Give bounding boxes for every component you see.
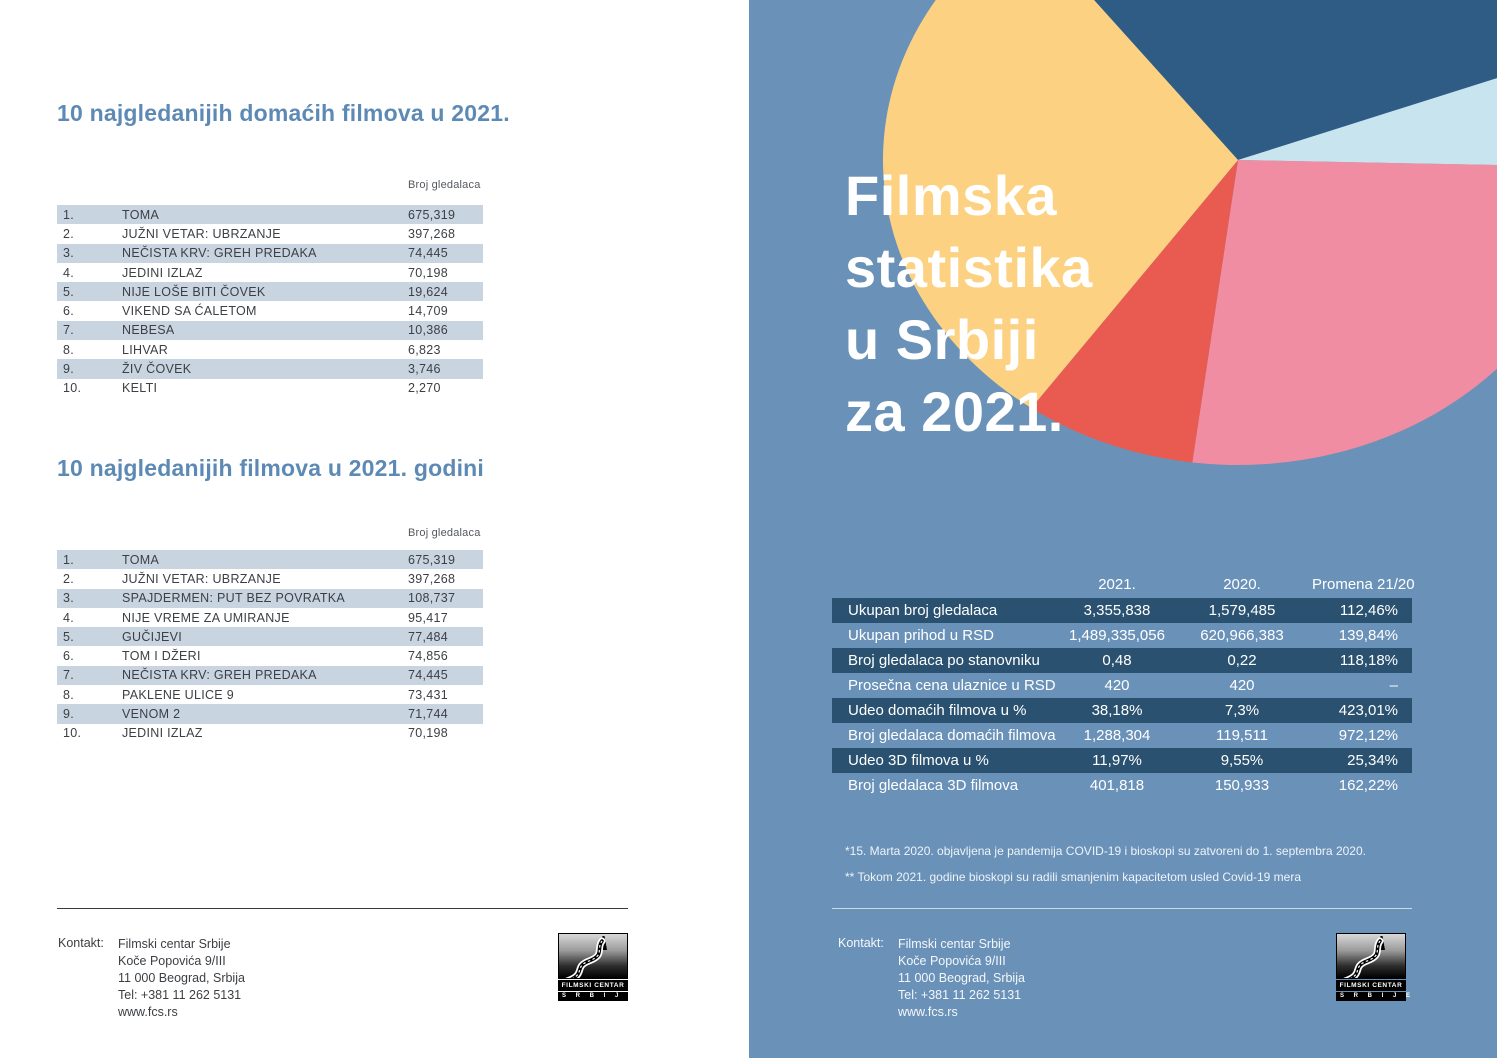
film-title-cell: VENOM 2	[122, 707, 181, 722]
film-reel-road-icon	[1336, 933, 1406, 979]
rank-cell: 10.	[63, 726, 82, 741]
viewers-cell: 19,624	[408, 284, 449, 299]
film-title-cell: NIJE VREME ZA UMIRANJE	[122, 610, 290, 625]
rank-cell: 3.	[63, 591, 75, 606]
film-row	[57, 321, 483, 340]
stats-row	[832, 773, 1412, 798]
stat-label-cell: Udeo domaćih filmova u %	[848, 702, 1027, 719]
film-title-cell: TOMA	[122, 207, 160, 222]
change-cell: 162,22%	[1338, 777, 1398, 794]
top10-domestic-films-table	[57, 205, 483, 398]
change-cell: 139,84%	[1338, 627, 1398, 644]
rank-cell: 9.	[63, 362, 75, 377]
value-2021-cell: 420	[1104, 677, 1130, 694]
cover-title	[845, 160, 1093, 448]
viewers-cell: 95,417	[408, 610, 449, 625]
rank-cell: 8.	[63, 687, 75, 702]
film-row	[57, 666, 483, 685]
viewers-column-header-1: Broj gledalaca	[408, 179, 481, 191]
film-title-cell: JUŽNI VETAR: UBRZANJE	[122, 571, 281, 586]
film-row	[57, 608, 483, 627]
fcs-logo-text-line2: S R B I J E	[1336, 992, 1406, 1001]
contact-address-right	[898, 936, 1025, 1021]
film-title-cell: NIJE LOŠE BITI ČOVEK	[122, 284, 266, 299]
film-title-cell: NEČISTA KRV: GREH PREDAKA	[122, 668, 317, 683]
viewers-cell: 73,431	[408, 687, 449, 702]
film-title-cell: VIKEND SA ĆALETOM	[122, 304, 257, 319]
viewers-cell: 397,268	[408, 226, 456, 241]
change-cell: 972,12%	[1338, 727, 1398, 744]
value-2021-cell: 3,355,838	[1083, 602, 1151, 619]
stats-row	[832, 698, 1412, 723]
cover-title-line: za 2021.	[845, 380, 1064, 443]
fcs-logo-text-line2: S R B I J E	[558, 992, 628, 1001]
stat-label-cell: Broj gledalaca domaćih filmova	[848, 727, 1056, 744]
cover-title-line: statistika	[845, 236, 1093, 299]
section1-title: 10 najgledanijih domaćih filmova u 2021.	[57, 100, 510, 126]
film-row	[57, 589, 483, 608]
viewers-cell: 675,319	[408, 552, 456, 567]
film-title-cell: TOM I DŽERI	[122, 649, 201, 664]
rank-cell: 5.	[63, 629, 75, 644]
stat-label-cell: Prosečna cena ulaznice u RSD	[848, 677, 1056, 694]
viewers-cell: 74,856	[408, 649, 449, 664]
viewers-cell: 70,198	[408, 265, 449, 280]
film-title-cell: PAKLENE ULICE 9	[122, 687, 234, 702]
rank-cell: 7.	[63, 323, 75, 338]
film-title-cell: TOMA	[122, 552, 160, 567]
change-cell: –	[1389, 677, 1398, 694]
film-title-cell: SPAJDERMEN: PUT BEZ POVRATKA	[122, 591, 346, 606]
top10-all-films-table	[57, 550, 483, 743]
film-row	[57, 224, 483, 243]
value-2021-cell: 1,489,335,056	[1069, 627, 1165, 644]
value-2020-cell: 620,966,383	[1200, 627, 1284, 644]
viewers-cell: 14,709	[408, 304, 449, 319]
rank-cell: 9.	[63, 707, 75, 722]
rank-cell: 4.	[63, 610, 75, 625]
rank-cell: 10.	[63, 381, 82, 396]
stat-label-cell: Ukupan prihod u RSD	[848, 627, 994, 644]
value-2021-cell: 38,18%	[1091, 702, 1143, 719]
column-header-change: Promena 21/20	[1312, 575, 1415, 593]
stats-row	[832, 673, 1412, 698]
viewers-cell: 108,737	[408, 591, 456, 606]
film-row	[57, 550, 483, 569]
column-header-2020: 2020.	[1223, 575, 1261, 593]
fcs-logo-left	[558, 933, 637, 1001]
rank-cell: 6.	[63, 304, 75, 319]
statistics-table	[832, 570, 1415, 798]
viewers-cell: 675,319	[408, 207, 456, 222]
value-2021-cell: 0,48	[1102, 652, 1132, 669]
film-row	[57, 627, 483, 646]
film-row	[57, 282, 483, 301]
value-2020-cell: 1,579,485	[1208, 602, 1276, 619]
film-row	[57, 340, 483, 359]
film-title-cell: NEČISTA KRV: GREH PREDAKA	[122, 246, 317, 261]
film-row	[57, 263, 483, 282]
change-cell: 25,34%	[1347, 752, 1398, 769]
rank-cell: 1.	[63, 207, 75, 222]
text-line: Filmski centar Srbije	[118, 937, 231, 951]
rank-cell: 1.	[63, 552, 75, 567]
rank-cell: 6.	[63, 649, 75, 664]
value-2021-cell: 401,818	[1089, 777, 1145, 794]
footer-divider-right	[832, 908, 1412, 909]
viewers-cell: 70,198	[408, 726, 449, 741]
viewers-cell: 74,445	[408, 246, 449, 261]
value-2020-cell: 9,55%	[1220, 752, 1264, 769]
footer-divider-left	[57, 908, 628, 909]
viewers-cell: 74,445	[408, 668, 449, 683]
film-row	[57, 244, 483, 263]
viewers-cell: 2,270	[408, 381, 441, 396]
value-2020-cell: 7,3%	[1224, 702, 1260, 719]
film-title-cell: KELTI	[122, 381, 158, 396]
film-title-cell: ŽIV ČOVEK	[122, 362, 192, 377]
film-reel-road-icon	[558, 933, 628, 979]
viewers-cell: 77,484	[408, 629, 449, 644]
fcs-logo-right	[1336, 933, 1415, 1001]
section2-title: 10 najgledanijih filmova u 2021. godini	[57, 455, 485, 481]
text-line: www.fcs.rs	[898, 1005, 958, 1019]
statistics-table-body	[832, 598, 1412, 798]
text-line: 11 000 Beograd, Srbija	[898, 971, 1025, 985]
fcs-logo-text-line1: FILMSKI CENTAR	[1336, 980, 1406, 991]
stat-label-cell: Broj gledalaca 3D filmova	[848, 777, 1019, 794]
value-2021-cell: 1,288,304	[1083, 727, 1151, 744]
viewers-cell: 3,746	[408, 362, 441, 377]
film-title-cell: LIHVAR	[122, 342, 169, 357]
text-line: 11 000 Beograd, Srbija	[118, 971, 245, 985]
change-cell: 423,01%	[1338, 702, 1398, 719]
right-page	[749, 0, 1497, 1058]
viewers-cell: 10,386	[408, 323, 449, 338]
change-cell: 118,18%	[1339, 652, 1398, 669]
rank-cell: 3.	[63, 246, 75, 261]
value-2020-cell: 119,511	[1216, 727, 1268, 744]
value-2020-cell: 0,22	[1227, 652, 1257, 669]
rank-cell: 5.	[63, 284, 75, 299]
stats-row	[832, 748, 1412, 773]
stats-row	[832, 723, 1412, 748]
text-line: Tel: +381 11 262 5131	[118, 988, 242, 1002]
film-title-cell: GUČIJEVI	[122, 629, 183, 644]
film-row	[57, 569, 483, 588]
film-row	[57, 379, 483, 398]
rank-cell: 8.	[63, 342, 75, 357]
value-2021-cell: 11,97%	[1092, 752, 1142, 769]
film-row	[57, 704, 483, 723]
cover-title-line: u Srbiji	[845, 308, 1039, 371]
stats-row	[832, 623, 1412, 648]
film-row	[57, 724, 483, 743]
footnotes	[845, 838, 1366, 890]
change-cell: 112,46%	[1339, 602, 1398, 619]
film-row	[57, 205, 483, 224]
film-title-cell: JUŽNI VETAR: UBRZANJE	[122, 226, 281, 241]
viewers-cell: 71,744	[408, 707, 449, 722]
stats-row	[832, 598, 1412, 623]
contact-address-left	[118, 936, 245, 1021]
stat-label-cell: Broj gledalaca po stanovniku	[848, 652, 1040, 669]
film-row	[57, 301, 483, 320]
stats-row	[832, 648, 1412, 673]
viewers-column-header-2: Broj gledalaca	[408, 527, 481, 539]
stat-label-cell: Udeo 3D filmova u %	[848, 752, 989, 769]
fcs-logo-text-line1: FILMSKI CENTAR	[558, 980, 628, 991]
film-title-cell: NEBESA	[122, 323, 175, 338]
rank-cell: 2.	[63, 571, 75, 586]
rank-cell: 2.	[63, 226, 75, 241]
text-line: www.fcs.rs	[118, 1005, 178, 1019]
text-line: Filmski centar Srbije	[898, 937, 1011, 951]
film-row	[57, 685, 483, 704]
rank-cell: 4.	[63, 265, 75, 280]
value-2020-cell: 420	[1229, 677, 1255, 694]
kontakt-label-left: Kontakt:	[58, 936, 104, 950]
film-title-cell: JEDINI IZLAZ	[122, 726, 203, 741]
film-title-cell: JEDINI IZLAZ	[122, 265, 203, 280]
pie-slice-pink	[1192, 160, 1497, 465]
text-line: Koče Popovića 9/III	[898, 954, 1006, 968]
viewers-cell: 6,823	[408, 342, 441, 357]
cover-title-line: Filmska	[845, 164, 1058, 227]
film-row	[57, 646, 483, 665]
text-line: Koče Popovića 9/III	[118, 954, 226, 968]
text-line: Tel: +381 11 262 5131	[898, 988, 1022, 1002]
kontakt-label-right: Kontakt:	[838, 936, 884, 950]
column-header-2021: 2021.	[1098, 575, 1136, 593]
stat-label-cell: Ukupan broj gledalaca	[848, 602, 998, 619]
value-2020-cell: 150,933	[1214, 777, 1270, 794]
text-line: *15. Marta 2020. objavljena je pandemija COVID-19 i bioskopi su zatvoreni do 1. septembra 2020.	[845, 844, 1366, 858]
statistics-table-header	[832, 570, 1415, 598]
viewers-cell: 397,268	[408, 571, 456, 586]
rank-cell: 7.	[63, 668, 75, 683]
film-row	[57, 359, 483, 378]
text-line: ** Tokom 2021. godine bioskopi su radili smanjenim kapacitetom usled Covid-19 mera	[845, 870, 1302, 884]
